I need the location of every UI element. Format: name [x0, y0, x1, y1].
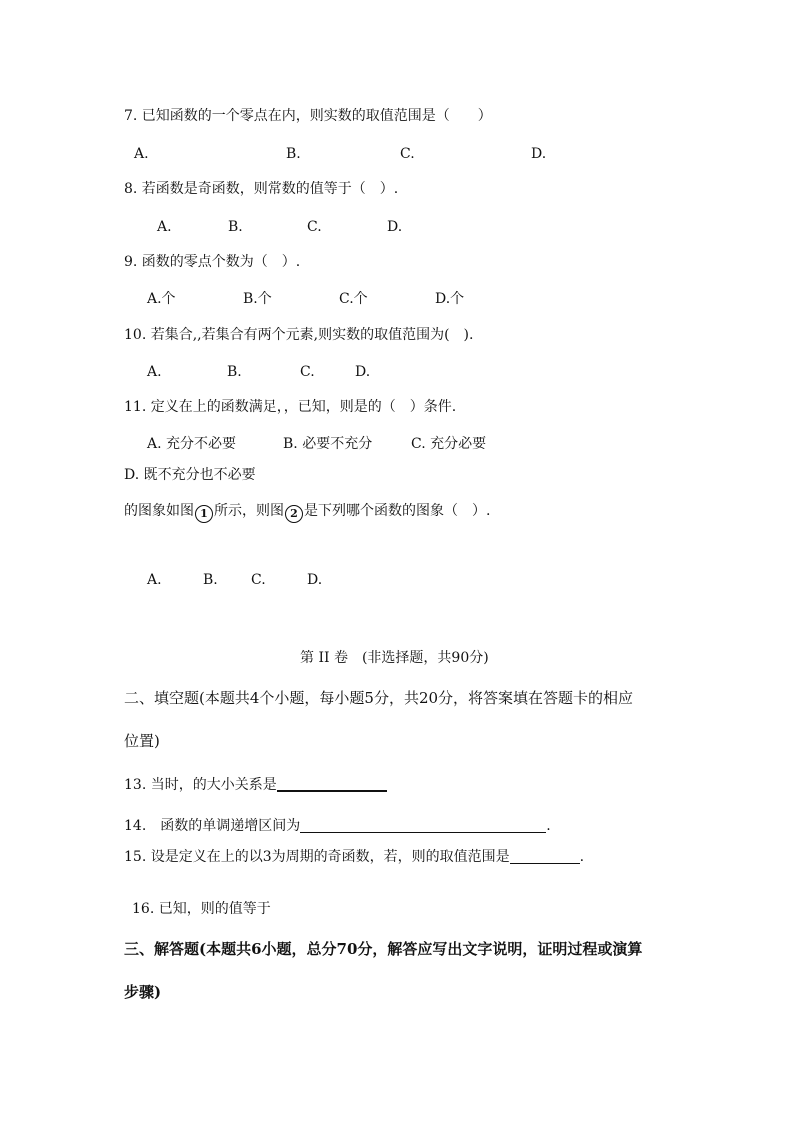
q11-option-c: C. 充分必要	[411, 436, 487, 452]
question-11: 11. 定义在上的函数满足，，已知，则是的（ ）条件.	[124, 399, 457, 415]
q12-text-b: 所示，则图	[214, 503, 284, 519]
section-2-heading-line1: 二、填空题(本题共4个小题，每小题5分，共20分，将答案填在答题卡的相应	[124, 689, 634, 707]
q8-option-a: A.	[157, 219, 172, 235]
q7-option-a: A.	[134, 146, 149, 162]
q14-text: 14. 函数的单调递增区间为	[124, 818, 301, 834]
q8-option-b: B.	[228, 219, 243, 235]
q11-option-d: D. 既不充分也不必要	[124, 467, 256, 483]
q10-option-b: B.	[227, 364, 242, 380]
question-9: 9. 函数的零点个数为（ ）.	[124, 254, 301, 270]
q13-text: 13. 当时，的大小关系是	[124, 777, 277, 793]
q12-text-a: 的图象如图	[124, 503, 194, 519]
question-7: 7. 已知函数的一个零点在内，则实数的取值范围是（ ）	[124, 108, 492, 124]
q13-answer-blank	[277, 775, 387, 792]
question-12	[124, 504, 490, 523]
q9-option-d: D.个	[435, 291, 465, 307]
q15-answer-blank	[510, 848, 580, 864]
q7-option-b: B.	[286, 146, 301, 162]
q9-option-b: B.个	[243, 291, 272, 307]
question-14	[124, 817, 551, 833]
q8-option-d: D.	[387, 219, 403, 235]
q12-text-c: 是下列哪个函数的图象（ ）.	[304, 503, 491, 519]
figure-2-circle: 2	[285, 505, 303, 523]
q10-option-a: A.	[147, 364, 162, 380]
q12-option-c: C.	[251, 572, 266, 588]
section-3-heading-line2: 步骤)	[124, 983, 162, 1001]
q10-option-d: D.	[355, 364, 371, 380]
q11-option-a: A. 充分不必要	[147, 436, 237, 452]
q14-answer-blank	[300, 817, 546, 833]
figure-1-circle: 1	[195, 505, 213, 523]
question-13	[124, 775, 387, 792]
section-3-heading-line1: 三、解答题(本题共6小题，总分70分，解答应写出文字说明，证明过程或演算	[124, 940, 643, 958]
q7-option-d: D.	[531, 146, 547, 162]
question-16: 16. 已知，则的值等于	[132, 901, 271, 917]
q9-option-a: A.个	[147, 291, 176, 307]
question-10: 10. 若集合,,若集合有两个元素,则实数的取值范围为( ).	[124, 327, 474, 343]
q14-tail: .	[546, 818, 551, 834]
q7-option-c: C.	[400, 146, 415, 162]
section-2-heading-line2: 位置)	[124, 732, 160, 750]
q15-tail: .	[579, 849, 585, 865]
q12-option-d: D.	[307, 572, 323, 588]
part2-title: 第 II 卷 (非选择题，共90分)	[300, 650, 489, 666]
q15-text: 15. 设是定义在上的以3为周期的奇函数，若，则的取值范围是	[124, 849, 510, 865]
q11-option-b: B. 必要不充分	[283, 436, 373, 452]
q12-option-b: B.	[203, 572, 218, 588]
question-15	[124, 848, 584, 864]
q9-option-c: C.个	[339, 291, 368, 307]
q12-option-a: A.	[147, 572, 162, 588]
q10-option-c: C.	[300, 364, 315, 380]
q8-option-c: C.	[307, 219, 322, 235]
question-8: 8. 若函数是奇函数，则常数的值等于（ ）.	[124, 181, 399, 197]
